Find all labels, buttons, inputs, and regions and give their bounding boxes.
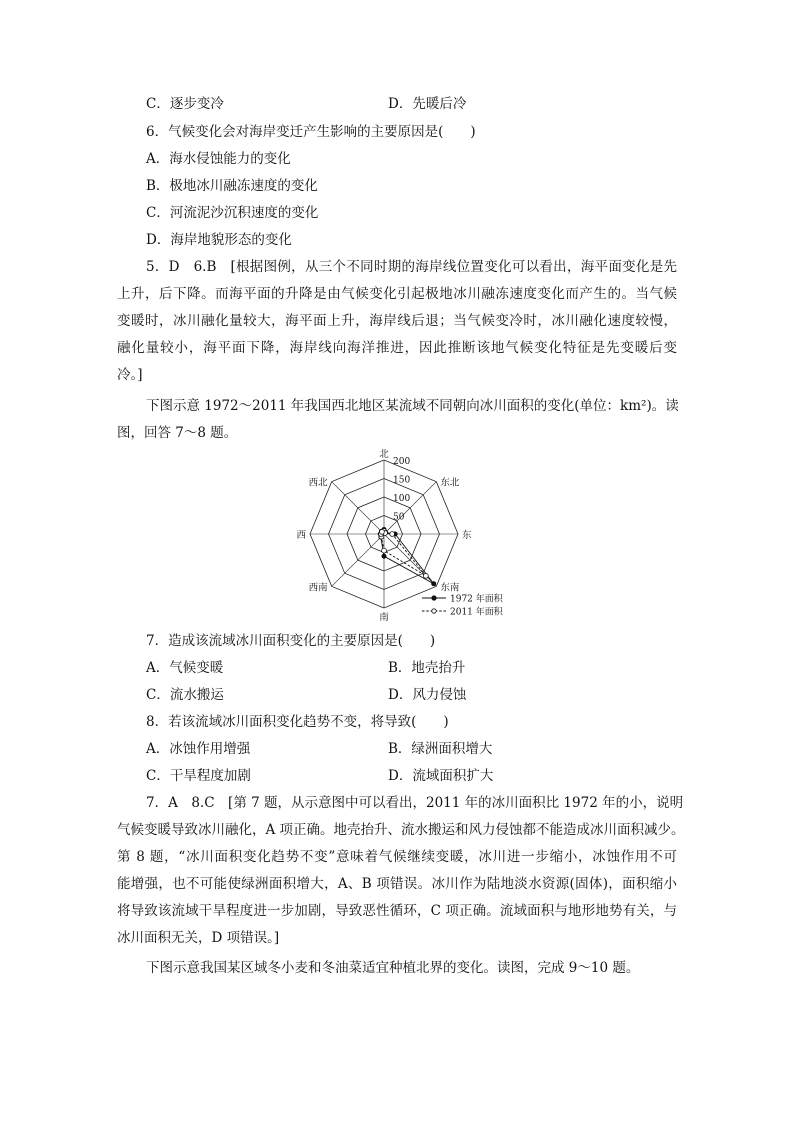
answer-7-8-line: 第 8 题，“冰川面积变化趋势不变”意味着气候继续变暖，冰川进一步缩小，冰蚀作用不可 [117, 849, 677, 865]
radar-tick-label: 100 [393, 494, 411, 504]
answer-5-6-line: 冷。] [117, 367, 143, 383]
answer-7-8-line: 气候变暖导致冰川融化，A 项正确。地壳抬升、流水搬运和风力侵蚀都不能造成冰川面积减少。 [117, 822, 685, 838]
series-2011-point [382, 548, 387, 553]
legend-label: 2011 年面积 [450, 607, 503, 618]
answer-7-8-line: 能增强，也不可能使绿洲面积增大，A、B 项错误。冰川作为陆地淡水资源(固体)，面积缩小 [117, 876, 677, 892]
q8-option-b: B．绿洲面积增大 [388, 741, 493, 757]
radar-tick-labels [393, 457, 410, 523]
q7-option-c: C．流水搬运 [146, 687, 224, 703]
q8-option-c: C．干旱程度加剧 [146, 768, 251, 784]
q6-option-d: D．海岸地貌形态的变化 [146, 232, 292, 248]
answer-5-6-line: 上升，后下降。而海平面的升降是由气候变化引起极地冰川融冻速度变化而产生的。当气候 [117, 286, 677, 302]
radar-tick-label: 200 [393, 457, 411, 467]
answer-5-6-line: 融化量较小，海平面下降，海岸线向海洋推进，因此推断该地气候变化特征是先变暖后变 [117, 340, 677, 356]
radar-tick-label: 50 [393, 512, 405, 523]
legend-marker [432, 609, 436, 613]
radar-direction-label: 西北 [308, 477, 328, 489]
q7-option-a: A．气候变暖 [146, 660, 224, 676]
legend-marker [432, 596, 436, 600]
series-2011-point [390, 532, 395, 537]
intro-7-8-line: 下图示意 1972～2011 年我国西北地区某流域不同朝向冰川面积的变化(单位：km²)。读 [146, 398, 679, 414]
radar-direction-label: 东南 [440, 582, 460, 594]
intro-7-8 [117, 396, 677, 450]
intro-9-10: 下图示意我国某区域冬小麦和冬油菜适宜种植北界的变化。读图，完成 9～10 题。 [146, 960, 640, 976]
q7-option-d: D．风力侵蚀 [388, 687, 467, 703]
answer-7-8-line: 将导致该流域干旱程度进一步加剧，导致恶性循环，C 项正确。流域面积与地形地势有关，与 [117, 903, 677, 919]
q8-option-d: D．流域面积扩大 [388, 768, 494, 784]
q6-option-a: A．海水侵蚀能力的变化 [146, 151, 291, 167]
radar-direction-label: 西 [296, 530, 306, 541]
q7-option-b: B．地壳抬升 [388, 660, 466, 676]
radar-tick-label: 150 [393, 475, 411, 486]
q8-stem: 8．若该流域冰川面积变化趋势不变，将导致( ) [146, 714, 449, 730]
q5-option-c: C．逐步变冷 [146, 96, 224, 112]
radar-direction-label: 南 [379, 612, 389, 623]
series-2011-point [380, 530, 385, 535]
q6-option-c: C．河流泥沙沉积速度的变化 [146, 205, 319, 221]
intro-7-8-line: 图，回答 7～8 题。 [117, 425, 238, 441]
radar-direction-label: 东 [462, 530, 472, 541]
answer-7-8-line: 7．A 8.C [第 7 题，从示意图中可以看出，2011 年的冰川面积比 1972 年的小，说明 [146, 795, 684, 811]
series-2011-point [423, 573, 428, 578]
radar-direction-label: 东北 [440, 477, 460, 489]
answer-7-8-line: 冰川面积无关，D 项错误。] [117, 930, 280, 946]
q5-option-d: D．先暖后冷 [388, 96, 467, 112]
radar-direction-label: 北 [379, 449, 389, 460]
radar-legend [422, 593, 504, 618]
q6-option-b: B．极地冰川融冻速度的变化 [146, 178, 318, 194]
legend-label: 1972 年面积 [450, 594, 503, 605]
series-1972-point [382, 554, 386, 558]
answer-7-8 [117, 793, 685, 955]
series-1972-point [432, 582, 436, 586]
q7-stem: 7．造成该流域冰川面积变化的主要原因是( ) [146, 633, 436, 649]
answer-5-6-line: 变暖时，冰川融化量较大，海平面上升，海岸线后退；当气候变冷时，冰川融化速度较慢， [117, 313, 677, 329]
answer-5-6 [117, 257, 677, 392]
glacier-area-radar-chart [296, 448, 503, 624]
radar-direction-label: 西南 [308, 582, 328, 594]
q6-stem: 6．气候变化会对海岸变迁产生影响的主要原因是( ) [146, 124, 476, 140]
q8-option-a: A．冰蚀作用增强 [146, 741, 251, 757]
answer-5-6-line: 5．D 6.B [根据图例，从三个不同时期的海岸线位置变化可以看出，海平面变化是先 [146, 259, 677, 275]
